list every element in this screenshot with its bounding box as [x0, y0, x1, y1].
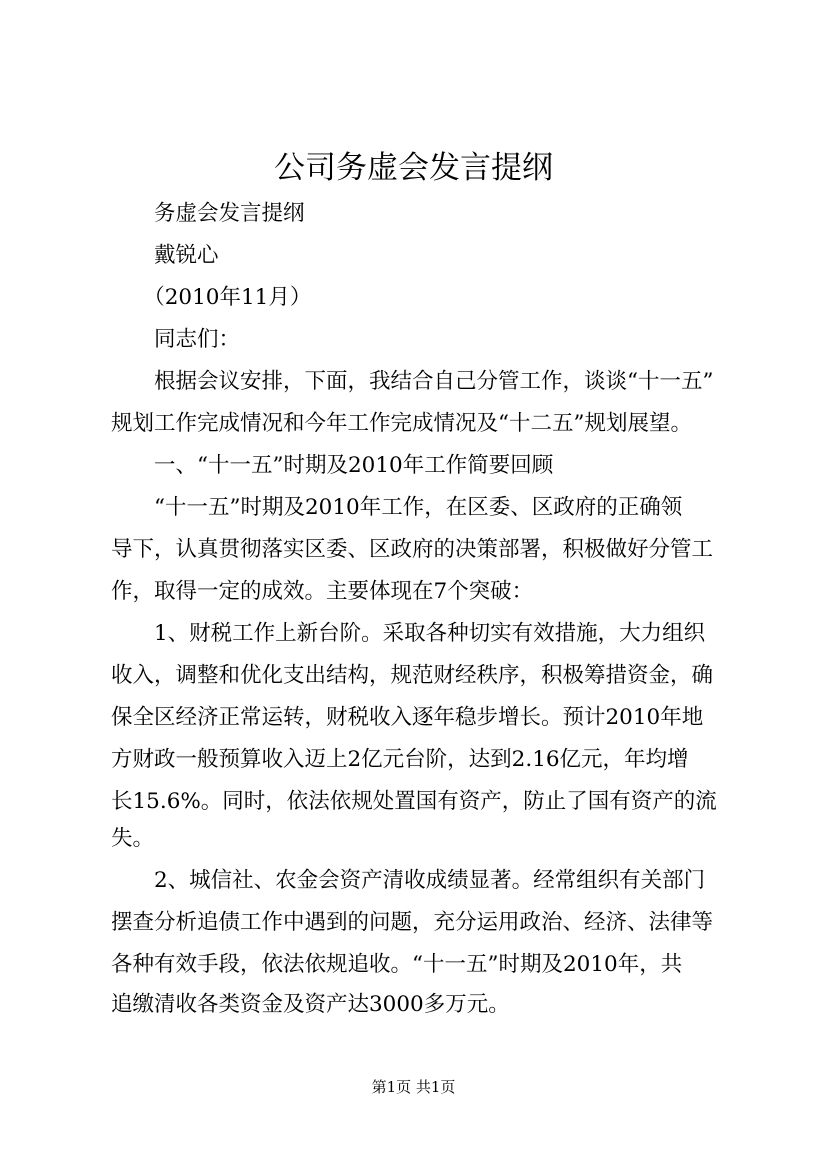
- text-line: 各种有效手段，依法依规追收。“十一五”时期及2010年，共: [111, 952, 683, 977]
- text-line: 追缴清收各类资金及资产达3000多万元。: [111, 992, 510, 1017]
- text-line: 保全区经济正常运转，财税收入逐年稳步增长。预计2010年地: [111, 705, 704, 730]
- page-footer: 第1页 共1页: [371, 1078, 456, 1096]
- text-line: 方财政一般预算收入迈上2亿元台阶，达到2.16亿元，年均增: [111, 747, 689, 772]
- text-line: 2、城信社、农金会资产清收成绩显著。经常组织有关部门: [111, 868, 706, 893]
- text-line: 作，取得一定的成效。主要体现在7个突破：: [111, 579, 534, 604]
- section-heading: 一、“十一五”时期及2010年工作简要回顾: [111, 453, 554, 478]
- text-line: 失。: [111, 826, 155, 851]
- text-line: 根据会议安排，下面，我结合自己分管工作，谈谈“十一五”: [111, 369, 714, 394]
- text-line: 摆查分析追债工作中遇到的问题，充分运用政治、经济、法律等: [111, 910, 714, 935]
- text-line: 同志们：: [111, 327, 241, 352]
- document-title: 公司务虚会发言提纲: [274, 150, 553, 186]
- text-line: 戴锐心: [111, 243, 219, 268]
- text-line: “十一五”时期及2010年工作，在区委、区政府的正确领: [111, 495, 683, 520]
- text-line: 导下，认真贯彻落实区委、区政府的决策部署，积极做好分管工: [111, 537, 714, 562]
- text-line: 1、财税工作上新台阶。采取各种切实有效措施，大力组织: [111, 621, 706, 646]
- text-line: 长15.6%。同时，依法依规处置国有资产，防止了国有资产的流: [111, 789, 717, 814]
- text-line: （2010年11月）: [111, 285, 312, 310]
- text-line: 收入，调整和优化支出结构，规范财经秩序，积极筹措资金，确: [111, 663, 714, 688]
- text-line: 务虚会发言提纲: [111, 201, 305, 226]
- text-line: 规划工作完成情况和今年工作完成情况及“十二五”规划展望。: [111, 411, 692, 436]
